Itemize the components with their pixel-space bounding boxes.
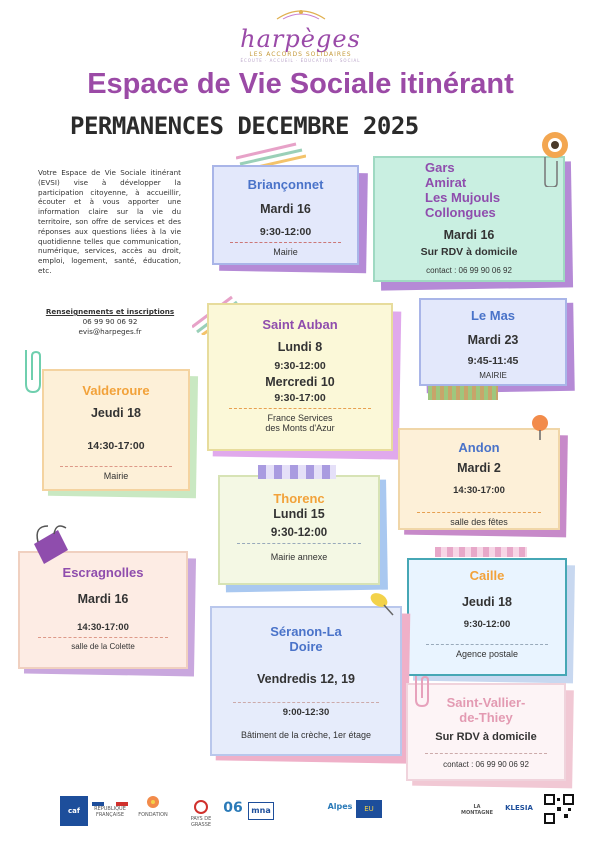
card-contact[interactable]: contact : 06 99 90 06 92 (426, 266, 512, 275)
logo-klesia: KLESIA (505, 804, 533, 812)
paperclip-icon (410, 672, 434, 708)
card-day: Mardi 23 (467, 333, 519, 347)
pushpin-icon (366, 588, 396, 618)
card-place: salle des fêtes (450, 517, 508, 527)
divider (229, 408, 371, 409)
card-day: Lundi 15 (273, 507, 325, 521)
city-name: Andon (458, 440, 500, 455)
card-hour: 9:30-12:00 (274, 360, 326, 372)
logo-subline: ÉCOUTE · ACCUEIL · ÉDUCATION · SOCIAL (240, 58, 361, 63)
logo-alpes: Alpes (327, 802, 353, 811)
card-place: Agence postale (455, 649, 519, 659)
card-hour: 9:30-12:00 (463, 619, 511, 630)
card-hour: 9:00-12:30 (282, 707, 330, 718)
washi-tape (258, 465, 336, 479)
city-name: de-Thiey (459, 710, 513, 725)
card-day: Jeudi 18 (461, 595, 513, 609)
divider (38, 637, 167, 638)
contact-heading: Renseignements et inscriptions (45, 307, 175, 316)
card-hour: 9:45-11:45 (467, 355, 519, 367)
paperclip-icon (18, 346, 48, 396)
card-lemas (419, 298, 567, 386)
page-title: Espace de Vie Sociale itinérant (87, 68, 514, 100)
logo-fondation-label: FONDATION (138, 812, 168, 818)
divider (417, 512, 540, 513)
flower-icon (144, 794, 162, 810)
card-contact[interactable]: contact : 06 99 90 06 92 (443, 760, 529, 769)
city-name: Escragnolles (62, 565, 144, 580)
flower-clip-decoration (533, 127, 573, 187)
city-name: Saint-Vallier- (446, 695, 526, 710)
divider (425, 753, 547, 754)
card-note: Sur RDV à domicile (420, 246, 518, 258)
logo-fondation (135, 794, 171, 818)
card-day: Jeudi 18 (90, 406, 142, 420)
card-hour: 14:30-17:00 (77, 622, 129, 633)
card-place: MAIRIE (479, 371, 507, 380)
card-valderoure (42, 369, 190, 491)
card-day: Mardi 16 (77, 592, 129, 606)
city-name: Collongues (425, 205, 496, 220)
binder-clip-icon (28, 520, 74, 566)
card-place: Mairie (103, 471, 129, 481)
card-place: Mairie (273, 247, 298, 257)
card-thorenc (218, 475, 380, 585)
footer-logos (0, 792, 601, 832)
city-name: Saint Auban (262, 317, 338, 332)
logo-mna: mna (248, 802, 274, 820)
card-hour: 9:30-12:00 (270, 527, 328, 539)
card-hour: 9:30-12:00 (259, 226, 312, 238)
city-name: Caille (469, 568, 505, 583)
logo-eu: EU (356, 800, 382, 818)
logo-wordmark: harpèges (240, 25, 361, 53)
city-name: Gars (425, 160, 455, 175)
card-caille (407, 558, 567, 676)
card-place: Bâtiment de la crèche, 1er étage (240, 730, 372, 740)
divider (233, 702, 380, 703)
page-subtitle: PERMANENCES DECEMBRE 2025 (70, 112, 419, 140)
card-day: Mardi 2 (457, 461, 501, 475)
city-name: Amirat (425, 175, 467, 190)
logo-la-montagne: LA MONTAGNE (460, 804, 493, 816)
divider (426, 644, 548, 645)
card-place: salle de la Colette (71, 642, 135, 651)
logo-pays-label: PAYS DE GRASSE (190, 816, 212, 828)
city-name: Thorenc (273, 491, 325, 506)
card-note: Sur RDV à domicile (435, 731, 537, 743)
card-saintauban (207, 303, 393, 451)
divider (237, 543, 360, 544)
qr-code-icon[interactable] (544, 794, 574, 824)
logo-emblem (271, 7, 331, 21)
card-day: Mardi 16 (260, 202, 311, 216)
intro-text: Votre Espace de Vie Sociale itinérant (EVSI) vise à développer la participation citoyenne, à accueillir, écouter et à vous apporter une information claire sur la vie du territoire, son offre de services et des réponses aux questions liées à la vie quotidienne telles que communication, numérique, services, accès au droit, emploi, logement, santé, éducation, etc. (38, 168, 181, 275)
card-hour: 9:30-17:00 (274, 392, 326, 404)
card-day: Vendredis 12, 19 (257, 672, 355, 686)
contact-email[interactable]: evis@harpeges.fr (78, 327, 142, 336)
logo-pays-de-grasse (184, 800, 218, 828)
card-day: Lundi 8 (277, 340, 323, 354)
city-name: Doire (289, 639, 323, 654)
logo-caf: caf (60, 796, 88, 826)
card-andon (398, 428, 560, 530)
card-gars-body (373, 228, 565, 275)
card-hour: 14:30-17:00 (453, 485, 505, 496)
pushpin-icon (526, 412, 554, 442)
city-name: Le Mas (470, 308, 516, 323)
harpeges-logo (0, 6, 601, 63)
logo-06: 06 (223, 800, 243, 816)
card-place: Mairie annexe (270, 552, 328, 562)
washi-tape (435, 547, 527, 557)
city-name: Les Mujouls (425, 190, 501, 205)
card-brianconnet (212, 165, 359, 265)
logo-republique (92, 802, 128, 818)
washi-tape (428, 386, 498, 400)
contact-block (36, 307, 184, 337)
card-hour: 14:30-17:00 (87, 440, 145, 452)
card-day: Mardi 16 (443, 228, 495, 242)
logo-tagline: LES ACCORDS SOLIDAIRES (249, 51, 352, 58)
divider (230, 242, 342, 243)
card-escragnolles (18, 551, 188, 669)
card-seranon (210, 606, 402, 756)
circle-logo-icon (194, 800, 208, 814)
city-name: Valderoure (82, 383, 150, 398)
card-place: France Services (267, 413, 333, 423)
card-day: Mercredi 10 (265, 375, 335, 389)
city-name: Briançonnet (247, 177, 324, 192)
contact-phone[interactable]: 06 99 90 06 92 (82, 317, 138, 326)
card-place: des Monts d'Azur (265, 423, 335, 433)
divider (60, 466, 172, 467)
logo-republique-label: RÉPUBLIQUE FRANÇAISE (94, 806, 126, 818)
city-name: Séranon-La (270, 624, 342, 639)
